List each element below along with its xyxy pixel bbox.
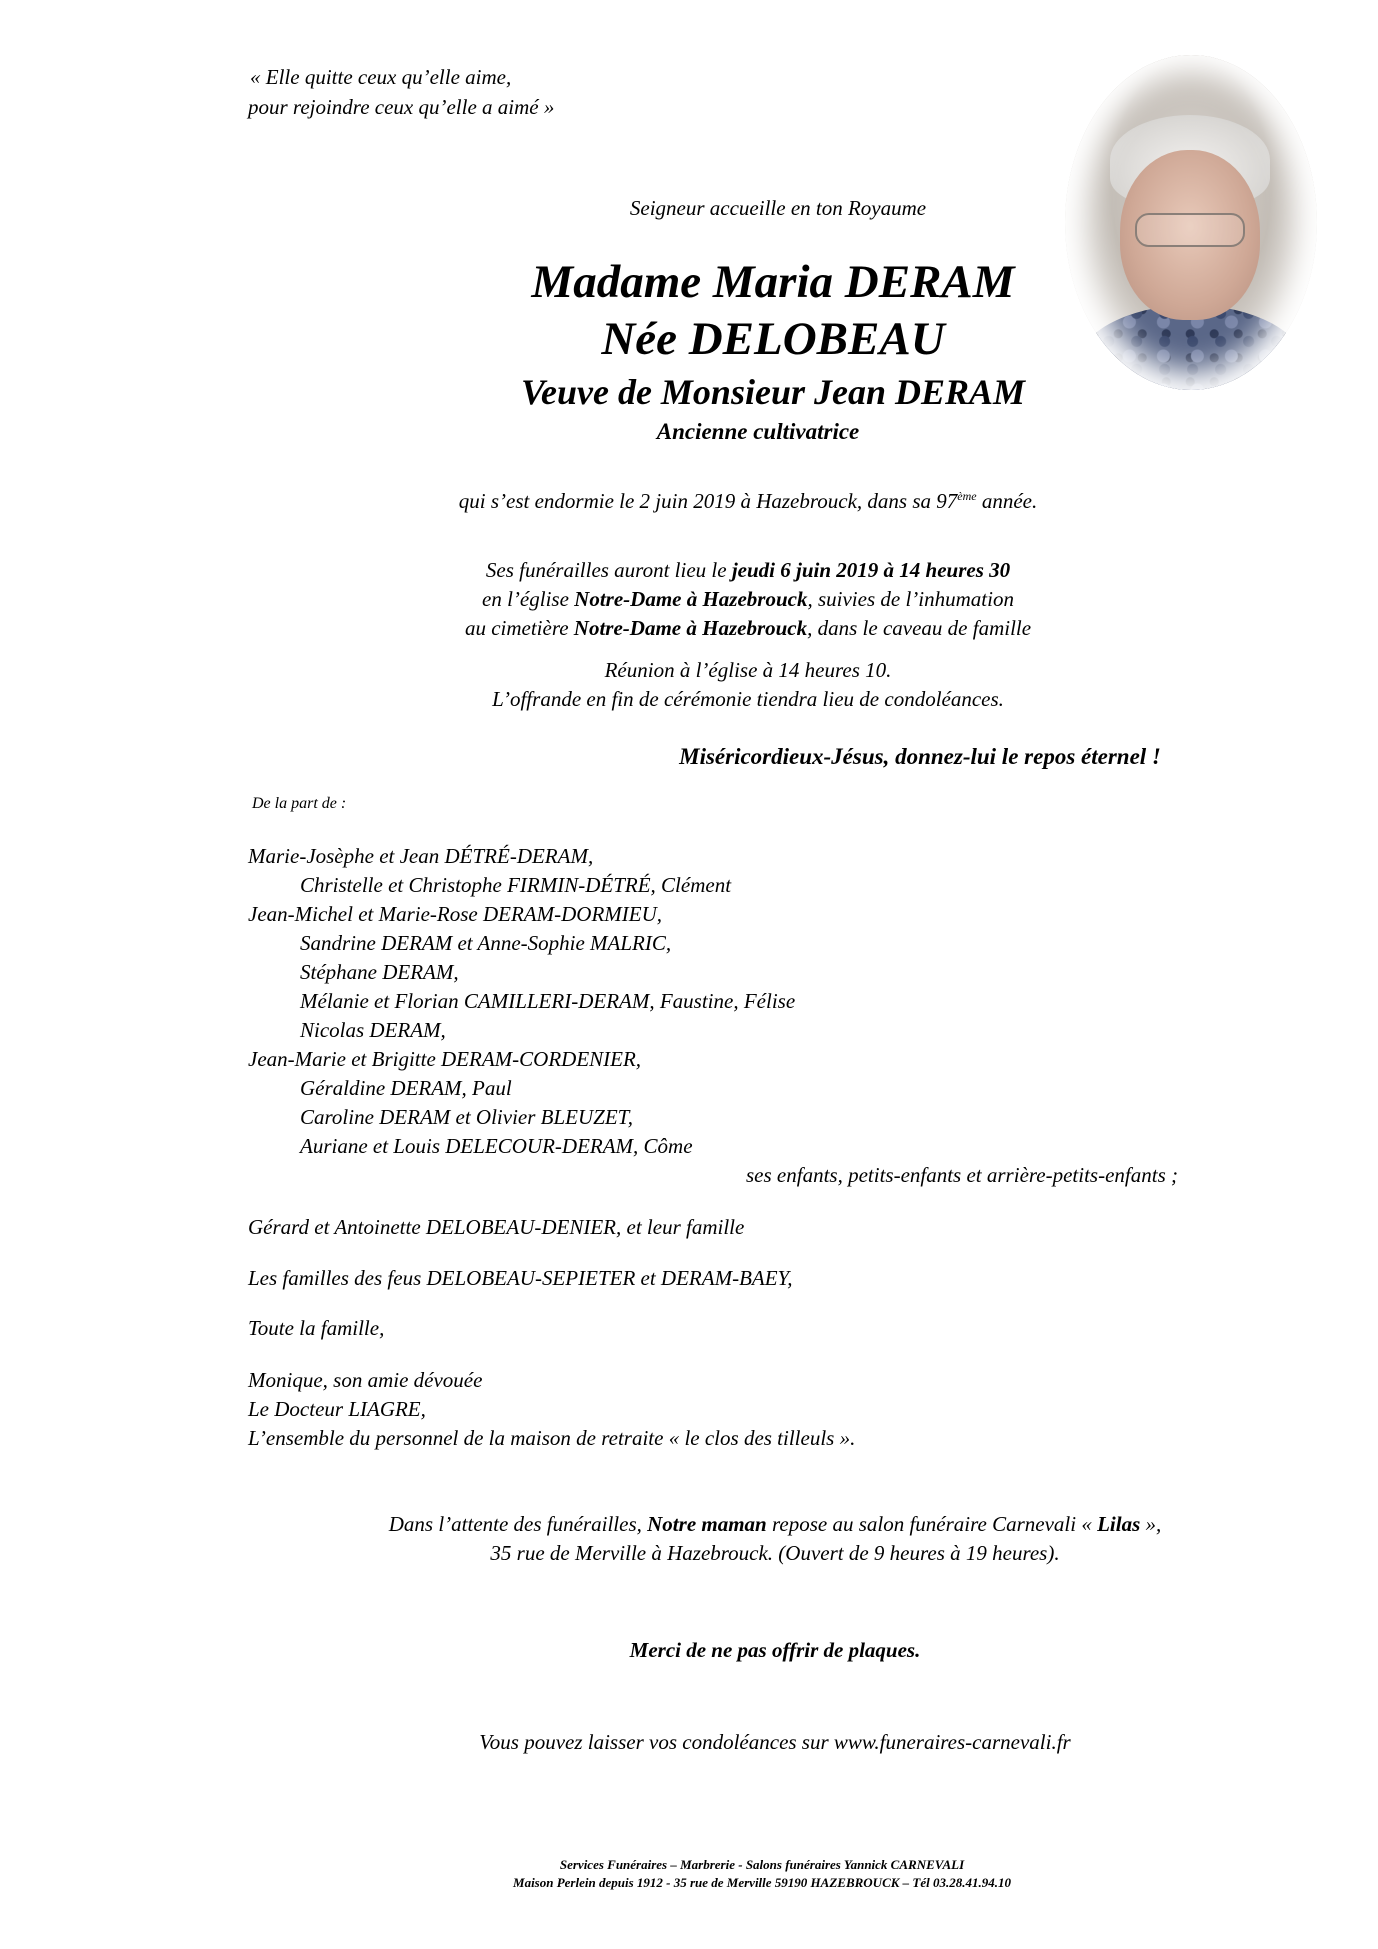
death-ordinal: ème xyxy=(957,489,977,503)
funeral-text: en l’église xyxy=(482,587,575,611)
family-line: Auriane et Louis DELECOUR-DERAM, Côme xyxy=(300,1134,693,1158)
family-line: Mélanie et Florian CAMILLERI-DERAM, Faustine, Félise xyxy=(300,989,796,1013)
family-friends-2: Le Docteur LIAGRE, xyxy=(248,1397,426,1421)
family-line: Géraldine DERAM, Paul xyxy=(300,1076,512,1100)
portrait-vignette xyxy=(1065,55,1317,390)
closing-prayer: Miséricordieux-Jésus, donnez-lui le repos éternel ! xyxy=(679,744,1161,769)
deceased-name: Madame Maria DERAM xyxy=(531,256,1015,308)
epigraph-line-2: pour rejoindre ceux qu’elle a aimé » xyxy=(248,95,555,119)
funeral-text: au cimetière xyxy=(464,616,574,640)
prayer-line: Seigneur accueille en ton Royaume xyxy=(629,196,927,220)
funeral-text: , dans le caveau de famille xyxy=(807,616,1032,640)
family-line: Jean-Michel et Marie-Rose DERAM-DORMIEU, xyxy=(248,902,663,926)
wake-line-1 xyxy=(389,1510,1162,1539)
maiden-name: Née DELOBEAU xyxy=(601,313,945,365)
death-notice xyxy=(459,489,1038,514)
family-line: Sandrine DERAM et Anne-Sophie MALRIC, xyxy=(300,931,672,955)
wake-text: Dans l’attente des funérailles, xyxy=(388,1512,648,1536)
funeral-line-2 xyxy=(465,585,1031,614)
death-text-end: année. xyxy=(976,489,1038,513)
funeral-info xyxy=(465,556,1031,643)
gathering-info xyxy=(492,656,1004,714)
epigraph-line-1: « Elle quitte ceux qu’elle aime, xyxy=(250,65,512,89)
family-line: Stéphane DERAM, xyxy=(300,960,459,984)
occupation: Ancienne cultivatrice xyxy=(656,419,860,444)
epigraph xyxy=(248,62,554,122)
wake-bold: Notre maman xyxy=(647,1512,767,1536)
family-friends-1: Monique, son amie dévouée xyxy=(248,1368,483,1392)
funeral-date: jeudi 6 juin 2019 à 14 heures 30 xyxy=(731,558,1011,582)
family-group-delobeau: Gérard et Antoinette DELOBEAU-DENIER, et leur famille xyxy=(248,1215,745,1239)
reunion-line: Réunion à l’église à 14 heures 10. xyxy=(604,658,892,682)
footer-line-2: Maison Perlein depuis 1912 - 35 rue de Merville 59190 HAZEBROUCK – Tél 03.28.41.94.10 xyxy=(513,1875,1011,1890)
funeral-text: Ses funérailles auront lieu le xyxy=(485,558,732,582)
funeral-line-3 xyxy=(465,614,1031,643)
funeral-text: , suivies de l’inhumation xyxy=(807,587,1014,611)
widow-of: Veuve de Monsieur Jean DERAM xyxy=(520,372,1026,412)
church-name: Notre-Dame à Hazebrouck xyxy=(574,587,808,611)
family-summary: ses enfants, petits-enfants et arrière-petits-enfants ; xyxy=(746,1163,1178,1187)
family-line: Nicolas DERAM, xyxy=(300,1018,446,1042)
condolences-notice: Vous pouvez laisser vos condoléances sur www.funeraires-carnevali.fr xyxy=(479,1730,1071,1754)
family-line: Christelle et Christophe FIRMIN-DÉTRÉ, Clément xyxy=(300,873,732,897)
family-group-all: Toute la famille, xyxy=(248,1316,385,1340)
footer-line-1: Services Funéraires – Marbrerie - Salons funéraires Yannick CARNEVALI xyxy=(559,1857,965,1872)
salon-name: Lilas xyxy=(1097,1512,1141,1536)
death-text: qui s’est endormie le 2 juin 2019 à Hazebrouck, dans sa 97 xyxy=(458,489,958,513)
family-group-feus: Les familles des feus DELOBEAU-SEPIETER et DERAM-BAEY, xyxy=(248,1266,793,1290)
family-friends-3: L’ensemble du personnel de la maison de retraite « le clos des tilleuls ». xyxy=(248,1426,856,1450)
family-line: Jean-Marie et Brigitte DERAM-CORDENIER, xyxy=(248,1047,642,1071)
wake-info xyxy=(389,1510,1162,1568)
no-plaques-notice: Merci de ne pas offrir de plaques. xyxy=(629,1638,921,1662)
offrande-line: L’offrande en fin de cérémonie tiendra lieu de condoléances. xyxy=(492,687,1004,711)
wake-text: », xyxy=(1140,1512,1162,1536)
de-la-part-label: De la part de : xyxy=(252,795,347,812)
family-line: Caroline DERAM et Olivier BLEUZET, xyxy=(300,1105,634,1129)
wake-line-2: 35 rue de Merville à Hazebrouck. (Ouvert de 9 heures à 19 heures). xyxy=(490,1541,1060,1565)
family-line: Marie-Josèphe et Jean DÉTRÉ-DERAM, xyxy=(248,844,594,868)
wake-text: repose au salon funéraire Carnevali « xyxy=(766,1512,1098,1536)
funeral-line-1 xyxy=(465,556,1031,585)
portrait-photo xyxy=(1065,55,1317,390)
cemetery-name: Notre-Dame à Hazebrouck xyxy=(573,616,808,640)
